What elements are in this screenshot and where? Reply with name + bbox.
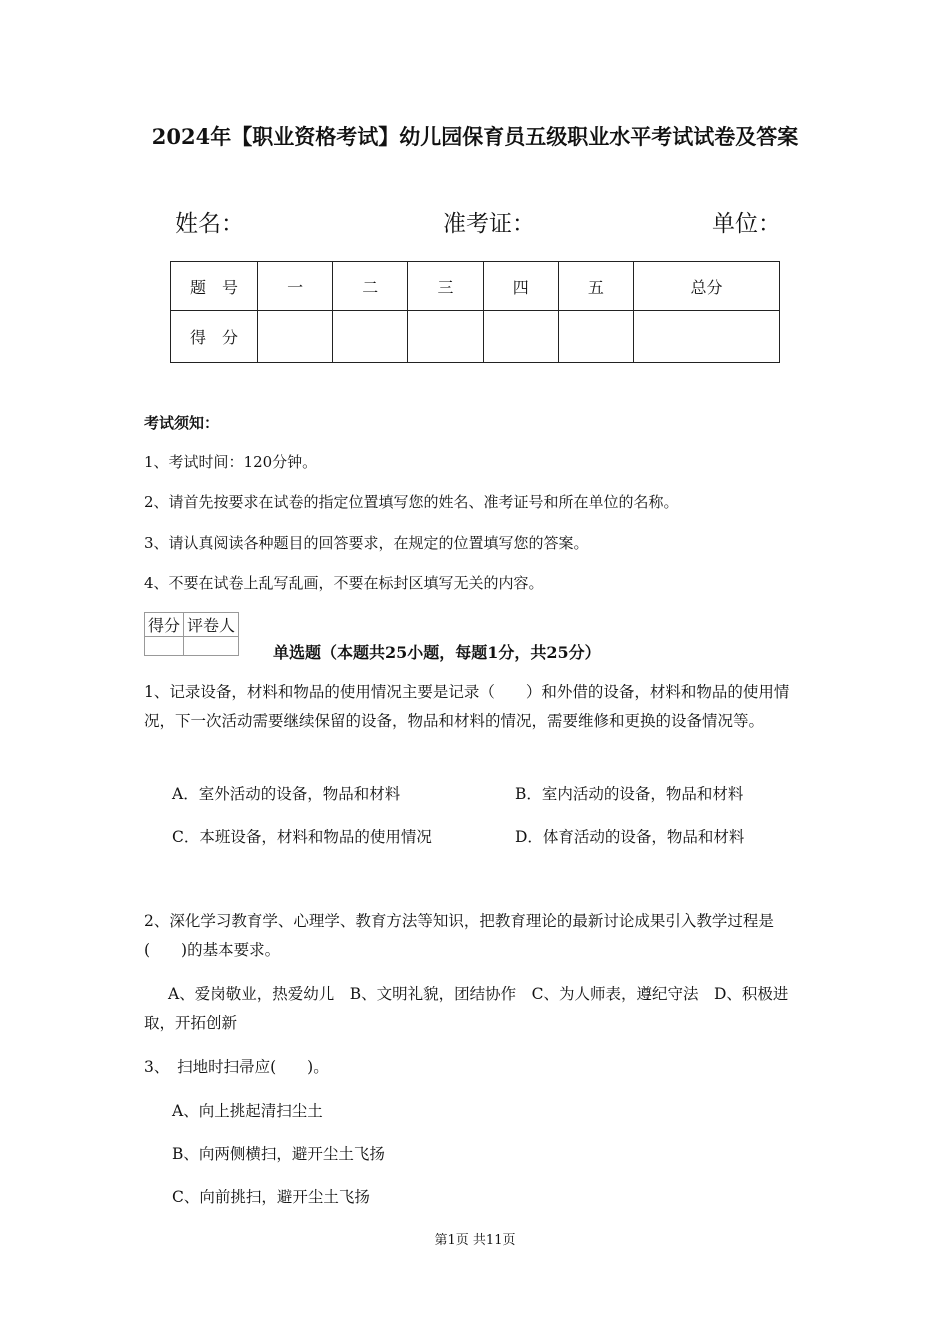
score-table-header-cell: 三 [408,262,483,311]
score-table-header-cell: 二 [333,262,408,311]
question-3-text: 3、 扫地时扫帚应( )。 [144,1058,329,1076]
question-2-options: A、爱岗敬业，热爱幼儿 B、文明礼貌，团结协作 C、为人师表，遵纪守法 D、积极进取，开拓创新 [144,985,789,1032]
page-footer: 第1页 共11页 [434,1233,516,1248]
notice-item: 2、请首先按要求在试卷的指定位置填写您的姓名、准考证号和所在单位的名称。 [144,493,679,511]
section-heading: 单选题（本题共25小题，每题1分，共25分） [273,643,601,662]
grader-box-grader-label: 评卷人 [184,613,239,637]
score-table-header-cell: 题 号 [171,262,258,311]
score-table-header-row [171,262,780,311]
score-cell[interactable] [258,311,333,363]
question-2-text: 2、深化学习教育学、心理学、教育方法等知识，把教育理论的最新讨论成果引入教学过程是( )的基本要求。 [144,912,774,959]
notice-heading: 考试须知： [144,414,220,432]
score-cell[interactable] [558,311,633,363]
question-1-text: 1、记录设备，材料和物品的使用情况主要是记录（ ）和外借的设备，材料和物品的使用情况，下一次活动需要继续保留的设备，物品和材料的情况，需要维修和更换的设备情况等。 [144,683,790,730]
grader-box-score-label: 得分 [145,613,184,637]
unit-field-label: 单位： [712,211,781,237]
page-title: 2024年【职业资格考试】幼儿园保育员五级职业水平考试试卷及答案 [151,124,799,149]
question-3-option-c: C、向前挑扫，避开尘土飞扬 [172,1188,370,1206]
score-cell[interactable] [333,311,408,363]
question-3-option-b: B、向两侧横扫，避开尘土飞扬 [172,1145,385,1163]
grader-box-score-cell[interactable] [145,637,184,656]
grader-box-grader-cell[interactable] [184,637,239,656]
grader-box [144,612,239,656]
question-1-option-b: B．室内活动的设备，物品和材料 [515,785,744,803]
score-row-label: 得 分 [171,311,258,363]
notice-item: 4、不要在试卷上乱写乱画，不要在标封区填写无关的内容。 [144,574,544,592]
score-table-score-row [171,311,780,363]
score-table-header-cell: 总分 [634,262,780,311]
name-field-label: 姓名： [175,211,244,237]
notice-item: 1、考试时间：120分钟。 [144,453,318,471]
exam-number-field-label: 准考证： [443,211,535,237]
score-cell[interactable] [634,311,780,363]
score-table-header-cell: 一 [258,262,333,311]
question-3-option-a: A、向上挑起清扫尘土 [172,1102,323,1120]
question-1-option-a: A．室外活动的设备，物品和材料 [172,785,401,803]
score-table-header-cell: 四 [483,262,558,311]
score-cell[interactable] [408,311,483,363]
score-table-header-cell: 五 [558,262,633,311]
score-cell[interactable] [483,311,558,363]
question-1-option-d: D．体育活动的设备，物品和材料 [515,828,745,846]
score-table [170,261,780,363]
notice-item: 3、请认真阅读各种题目的回答要求，在规定的位置填写您的答案。 [144,534,589,552]
question-1-option-c: C．本班设备，材料和物品的使用情况 [172,828,432,846]
